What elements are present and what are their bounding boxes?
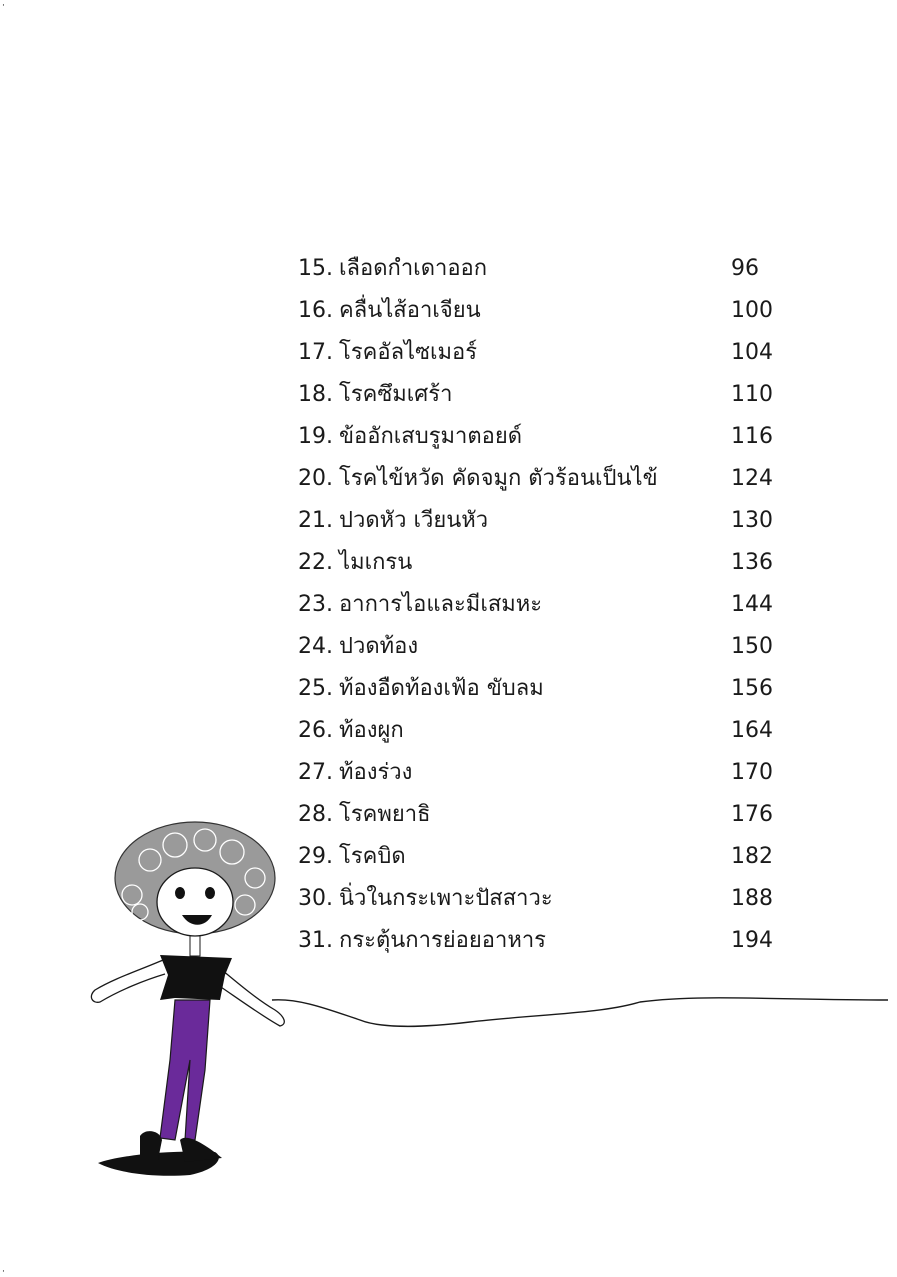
toc-entry-page-number: 124	[731, 466, 773, 491]
toc-entry-number: 15.	[298, 256, 333, 281]
toc-entry-title: โรคพยาธิ	[339, 802, 431, 827]
right-eye	[205, 887, 215, 899]
toc-entry-page-number: 136	[731, 550, 773, 575]
toc-entry-title: ท้องผูก	[339, 718, 404, 743]
toc-entry-title: ท้องร่วง	[339, 760, 413, 785]
toc-entry	[298, 668, 778, 710]
toc-entry	[298, 542, 778, 584]
toc-entry-title: ไมเกรน	[339, 550, 413, 575]
toc-entry-title: อาการไอและมีเสมหะ	[339, 592, 543, 617]
toc-entry-number: 26.	[298, 718, 333, 743]
toc-entry-number: 28.	[298, 802, 333, 827]
svg-text:·: ·	[2, 1, 5, 11]
toc-entry-title: ปวดท้อง	[339, 634, 419, 659]
toc-entry-page-number: 188	[731, 886, 773, 911]
left-arm	[91, 960, 165, 1002]
toc-entry-title: คลื่นไส้อาเจียน	[339, 298, 481, 323]
toc-entry-page-number: 176	[731, 802, 773, 827]
toc-entry-number: 16.	[298, 298, 333, 323]
toc-entry-page-number: 164	[731, 718, 773, 743]
toc-entry-page-number: 182	[731, 844, 773, 869]
toc-entry-number: 17.	[298, 340, 333, 365]
pants	[160, 1000, 210, 1140]
toc-entry	[298, 584, 778, 626]
table-of-contents	[298, 248, 778, 962]
toc-entry-page-number: 116	[731, 424, 773, 449]
left-eye	[175, 887, 185, 899]
toc-entry-page-number: 96	[731, 256, 759, 281]
toc-entry	[298, 710, 778, 752]
toc-entry-page-number: 150	[731, 634, 773, 659]
toc-entry-number: 29.	[298, 844, 333, 869]
toc-entry	[298, 752, 778, 794]
toc-entry-page-number: 144	[731, 592, 773, 617]
toc-entry-title: โรคบิด	[339, 844, 406, 869]
toc-entry-page-number: 110	[731, 382, 773, 407]
toc-entry-title: กระตุ้นการย่อยอาหาร	[339, 928, 547, 953]
shirt	[160, 955, 232, 1000]
svg-text:·: ·	[2, 1267, 5, 1277]
toc-entry-title: ข้ออักเสบรูมาตอยด์	[339, 424, 523, 449]
toc-entry-title: โรคซึมเศร้า	[339, 382, 453, 407]
toc-entry-page-number: 194	[731, 928, 773, 953]
toc-entry	[298, 626, 778, 668]
toc-entry	[298, 920, 778, 962]
toc-entry	[298, 332, 778, 374]
hair	[115, 822, 275, 934]
right-arm	[218, 970, 284, 1026]
toc-entry-page-number: 170	[731, 760, 773, 785]
right-shoe	[180, 1138, 222, 1162]
shadow	[98, 1152, 219, 1176]
toc-entry	[298, 290, 778, 332]
toc-entry	[298, 374, 778, 416]
neck	[190, 930, 200, 956]
toc-entry-number: 19.	[298, 424, 333, 449]
toc-entry-number: 30.	[298, 886, 333, 911]
mouth	[182, 915, 212, 925]
toc-entry-page-number: 100	[731, 298, 773, 323]
toc-entry	[298, 878, 778, 920]
toc-entry-page-number: 104	[731, 340, 773, 365]
toc-entry-title: โรคไข้หวัด คัดจมูก ตัวร้อนเป็นไข้	[339, 466, 658, 491]
toc-entry-title: เลือดกำเดาออก	[339, 256, 488, 281]
toc-entry-number: 25.	[298, 676, 333, 701]
toc-entry-title: ท้องอืดท้องเฟ้อ ขับลม	[339, 676, 544, 701]
toc-entry	[298, 836, 778, 878]
toc-entry-page-number: 156	[731, 676, 773, 701]
ground-line	[272, 998, 888, 1026]
face	[157, 868, 233, 936]
toc-entry-title: ปวดหัว เวียนหัว	[339, 508, 489, 533]
toc-entry	[298, 500, 778, 542]
toc-entry	[298, 794, 778, 836]
toc-entry-title: โรคอัลไซเมอร์	[339, 340, 478, 365]
toc-entry-number: 20.	[298, 466, 333, 491]
left-shoe	[140, 1131, 162, 1160]
toc-entry-number: 31.	[298, 928, 333, 953]
toc-entry-number: 24.	[298, 634, 333, 659]
toc-entry-page-number: 130	[731, 508, 773, 533]
toc-entry-number: 27.	[298, 760, 333, 785]
toc-entry-title: นิ่วในกระเพาะปัสสาวะ	[339, 886, 553, 911]
toc-entry-number: 18.	[298, 382, 333, 407]
toc-entry	[298, 458, 778, 500]
toc-entry-number: 21.	[298, 508, 333, 533]
toc-entry	[298, 416, 778, 458]
toc-entry-number: 23.	[298, 592, 333, 617]
toc-entry-number: 22.	[298, 550, 333, 575]
toc-entry	[298, 248, 778, 290]
